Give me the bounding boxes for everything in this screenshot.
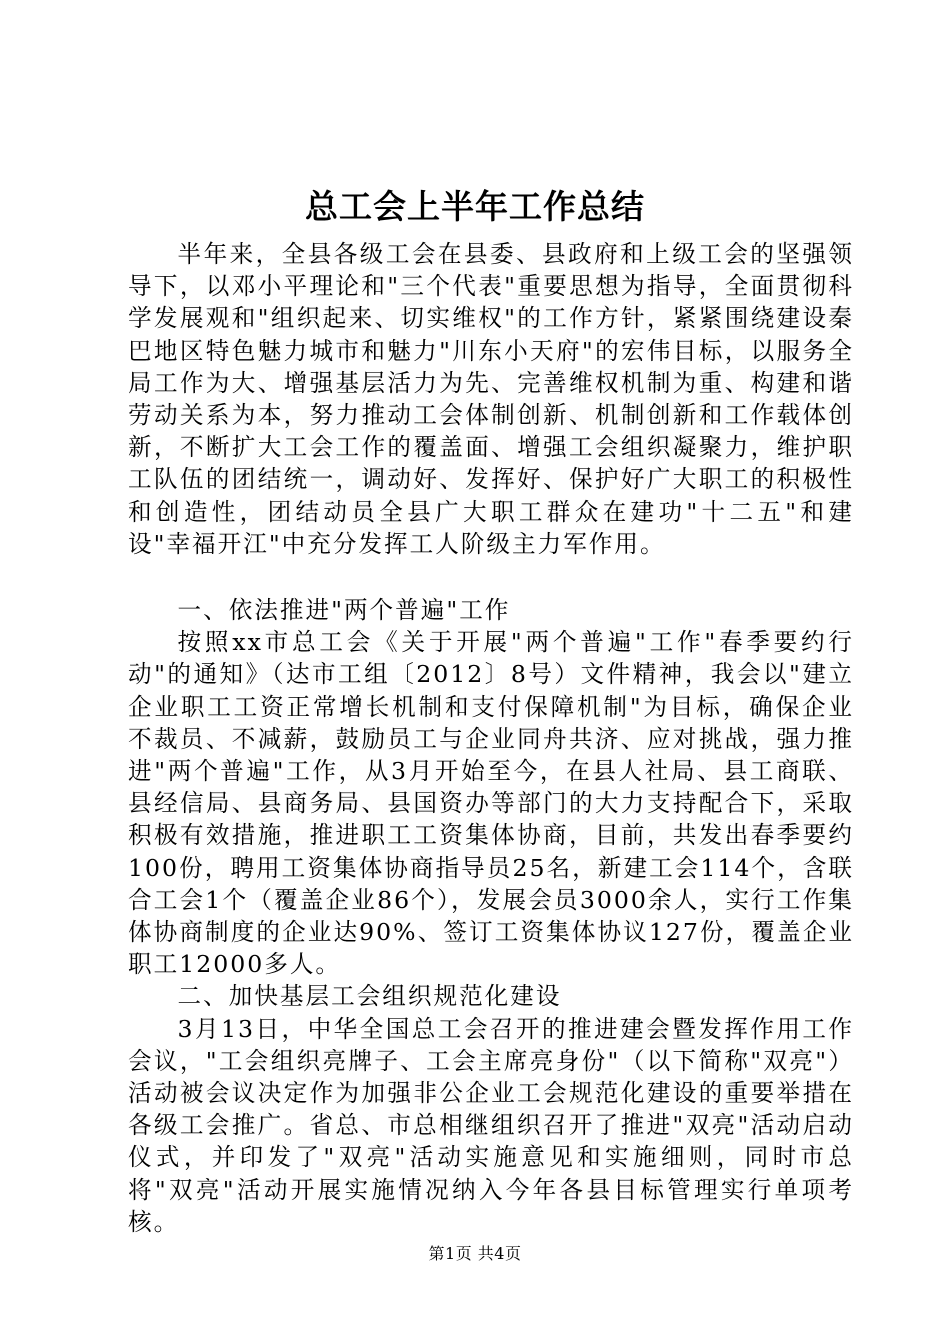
- document-body: [128, 238, 854, 1238]
- section-1-heading: 一、依法推进"两个普遍"工作: [177, 596, 511, 625]
- section-2-paragraph: 3月13日，中华全国总工会召开的推进建会暨发挥作用工作会议，"工会组织亮牌子、工会主席亮身份"（以下简称"双亮"）活动被会议决定作为加强非公企业工会规范化建设的重要举措在各级工会推广。省总、市总相继组织召开了推进"双亮"活动启动仪式，并印发了"双亮"活动实施意见和实施细则，同时市总将"双亮"活动开展实施情况纳入今年各县目标管理实行单项考核。: [128, 1014, 854, 1236]
- section-1-paragraph: 按照xx市总工会《关于开展"两个普遍"工作"春季要约行动"的通知》（达市工组〔2012〕8号）文件精神，我会以"建立企业职工工资正常增长机制和支付保障机制"为目标，确保企业不裁员、不减薪，鼓励员工与企业同舟共济、应对挑战，强力推进"两个普遍"工作，从3月开始至今，在县人社局、县工商联、县经信局、县商务局、县国资办等部门的大力支持配合下，采取积极有效措施，推进职工工资集体协商，目前，共发出春季要约100份，聘用工资集体协商指导员25名，新建工会114个，含联合工会1个（覆盖企业86个），发展会员3000余人，实行工作集体协商制度的企业达90%、签订工资集体协议127份，覆盖企业职工12000多人。: [128, 628, 854, 979]
- page-footer: 第1页 共4页: [428, 1244, 522, 1263]
- section-2-heading: 二、加快基层工会组织规范化建设: [177, 982, 562, 1011]
- document-title: 总工会上半年工作总结: [305, 187, 645, 226]
- intro-paragraph: 半年来，全县各级工会在县委、县政府和上级工会的坚强领导下，以邓小平理论和"三个代表"重要思想为指导，全面贯彻科学发展观和"组织起来、切实维权"的工作方针，紧紧围绕建设秦巴地区特色魅力城市和魅力"川东小天府"的宏伟目标，以服务全局工作为大、增强基层活力为先、完善维权机制为重、构建和谐劳动关系为本，努力推动工会体制创新、机制创新和工作载体创新，不断扩大工会工作的覆盖面、增强工会组织凝聚力，维护职工队伍的团结统一，调动好、发挥好、保护好广大职工的积极性和创造性，团结动员全县广大职工群众在建功"十二五"和建设"幸福开江"中充分发挥工人阶级主力军作用。: [128, 240, 854, 558]
- paragraph-spacer: [128, 560, 854, 594]
